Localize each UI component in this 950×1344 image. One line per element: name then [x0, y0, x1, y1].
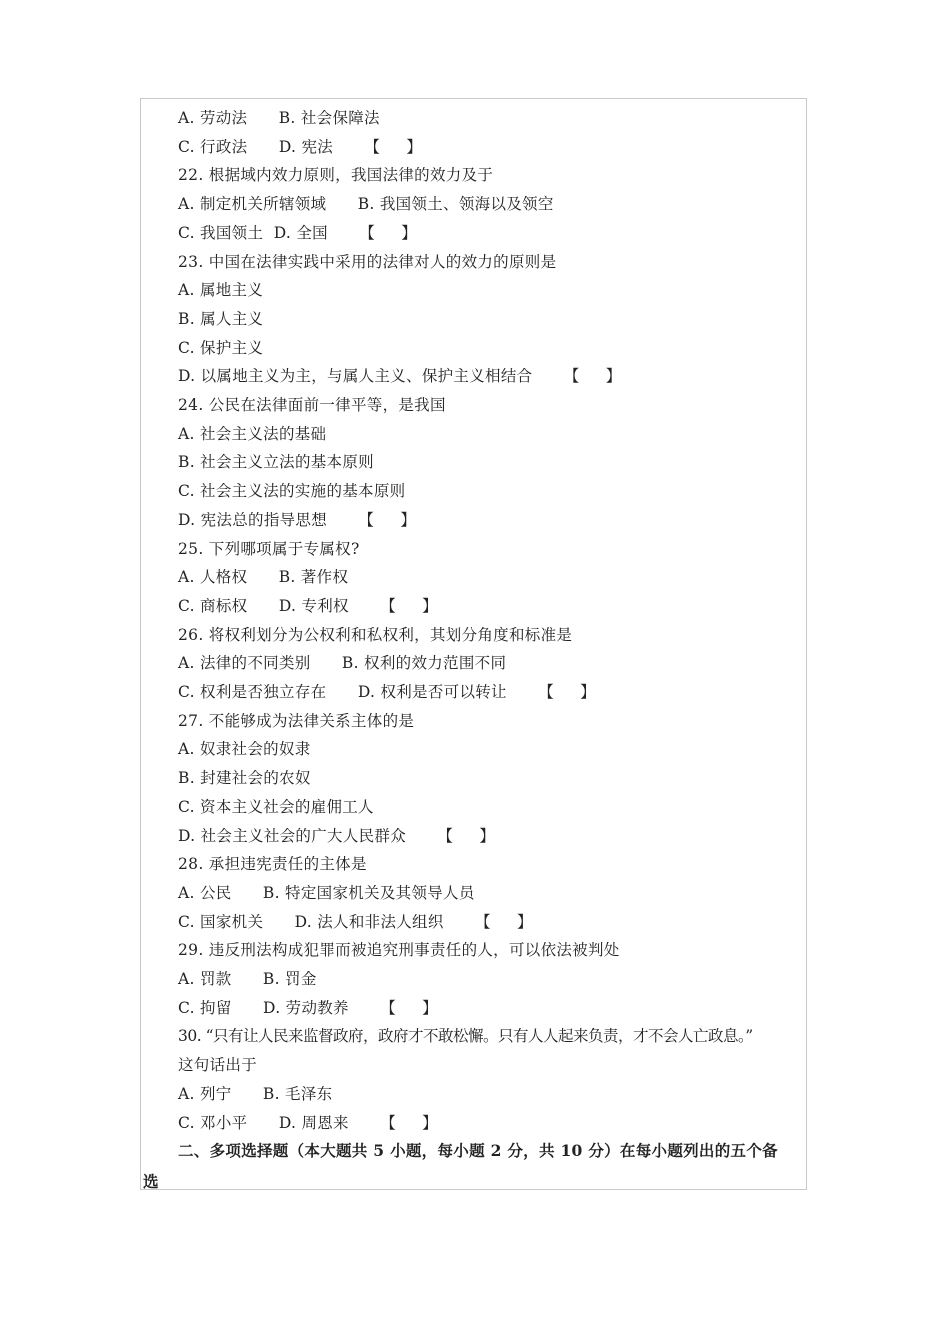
text-line: A. 公民 B. 特定国家机关及其领导人员	[178, 883, 475, 902]
text-line: B. 社会主义立法的基本原则	[178, 453, 374, 472]
text-line: 24. 公民在法律面前一律平等，是我国	[178, 396, 446, 414]
text-line: C. 邓小平 D. 周恩来 【 】	[178, 1113, 438, 1132]
text-line: C. 权利是否独立存在 D. 权利是否可以转让 【 】	[178, 683, 596, 701]
text-line: D. 社会主义社会的广大人民群众 【 】	[178, 826, 496, 845]
text-line: C. 我国领土 D. 全国 【 】	[178, 223, 418, 242]
text-line: D. 宪法总的指导思想 【 】	[178, 510, 417, 529]
text-line: 二、多项选择题（本大题共 5 小题，每小题 2 分，共 10 分）在每小题列出的五个备	[178, 1141, 778, 1161]
text-line: 22. 根据域内效力原则，我国法律的效力及于	[178, 166, 494, 185]
text-line: A. 劳动法 B. 社会保障法	[178, 109, 380, 127]
text-line: A. 属地主义	[178, 281, 264, 300]
text-line: 这句话出于	[178, 1056, 258, 1075]
text-line: C. 保护主义	[178, 338, 264, 357]
text-line: C. 商标权 D. 专利权 【 】	[178, 596, 438, 615]
wrapped-line: 选	[143, 1172, 159, 1191]
text-line: D. 以属地主义为主，与属人主义、保护主义相结合 【 】	[178, 367, 622, 386]
text-line: A. 制定机关所辖领域 B. 我国领土、领海以及领空	[178, 195, 554, 214]
text-line: 30. “只有让人民来监督政府，政府才不敢松懈。只有人人起来负责，才不会人亡政息。”	[178, 1027, 753, 1046]
text-line: C. 社会主义法的实施的基本原则	[178, 482, 406, 501]
text-line: A. 社会主义法的基础	[178, 424, 327, 443]
text-line: 25. 下列哪项属于专属权?	[178, 539, 360, 558]
text-line: C. 资本主义社会的雇佣工人	[178, 797, 374, 816]
text-line: A. 人格权 B. 著作权	[178, 568, 349, 587]
text-line: 26. 将权利划分为公权利和私权利，其划分角度和标准是	[178, 625, 573, 644]
text-line: B. 封建社会的农奴	[178, 769, 311, 788]
text-line: C. 拘留 D. 劳动教养 【 】	[178, 998, 438, 1017]
text-line: A. 奴隶社会的奴隶	[178, 740, 311, 759]
text-line: A. 法律的不同类别 B. 权利的效力范围不同	[178, 654, 507, 673]
text-line: 28. 承担违宪责任的主体是	[178, 855, 367, 874]
text-line: A. 列宁 B. 毛泽东	[178, 1084, 333, 1103]
text-line: A. 罚款 B. 罚金	[178, 970, 317, 988]
text-line: 29. 违反刑法构成犯罪而被追究刑事责任的人，可以依法被判处	[178, 941, 620, 960]
text-line: 27. 不能够成为法律关系主体的是	[178, 711, 415, 730]
text-line: 23. 中国在法律实践中采用的法律对人的效力的原则是	[178, 252, 557, 271]
text-line: B. 属人主义	[178, 309, 264, 328]
text-line: C. 行政法 D. 宪法 【 】	[178, 137, 423, 156]
text-line: C. 国家机关 D. 法人和非法人组织 【 】	[178, 912, 533, 931]
